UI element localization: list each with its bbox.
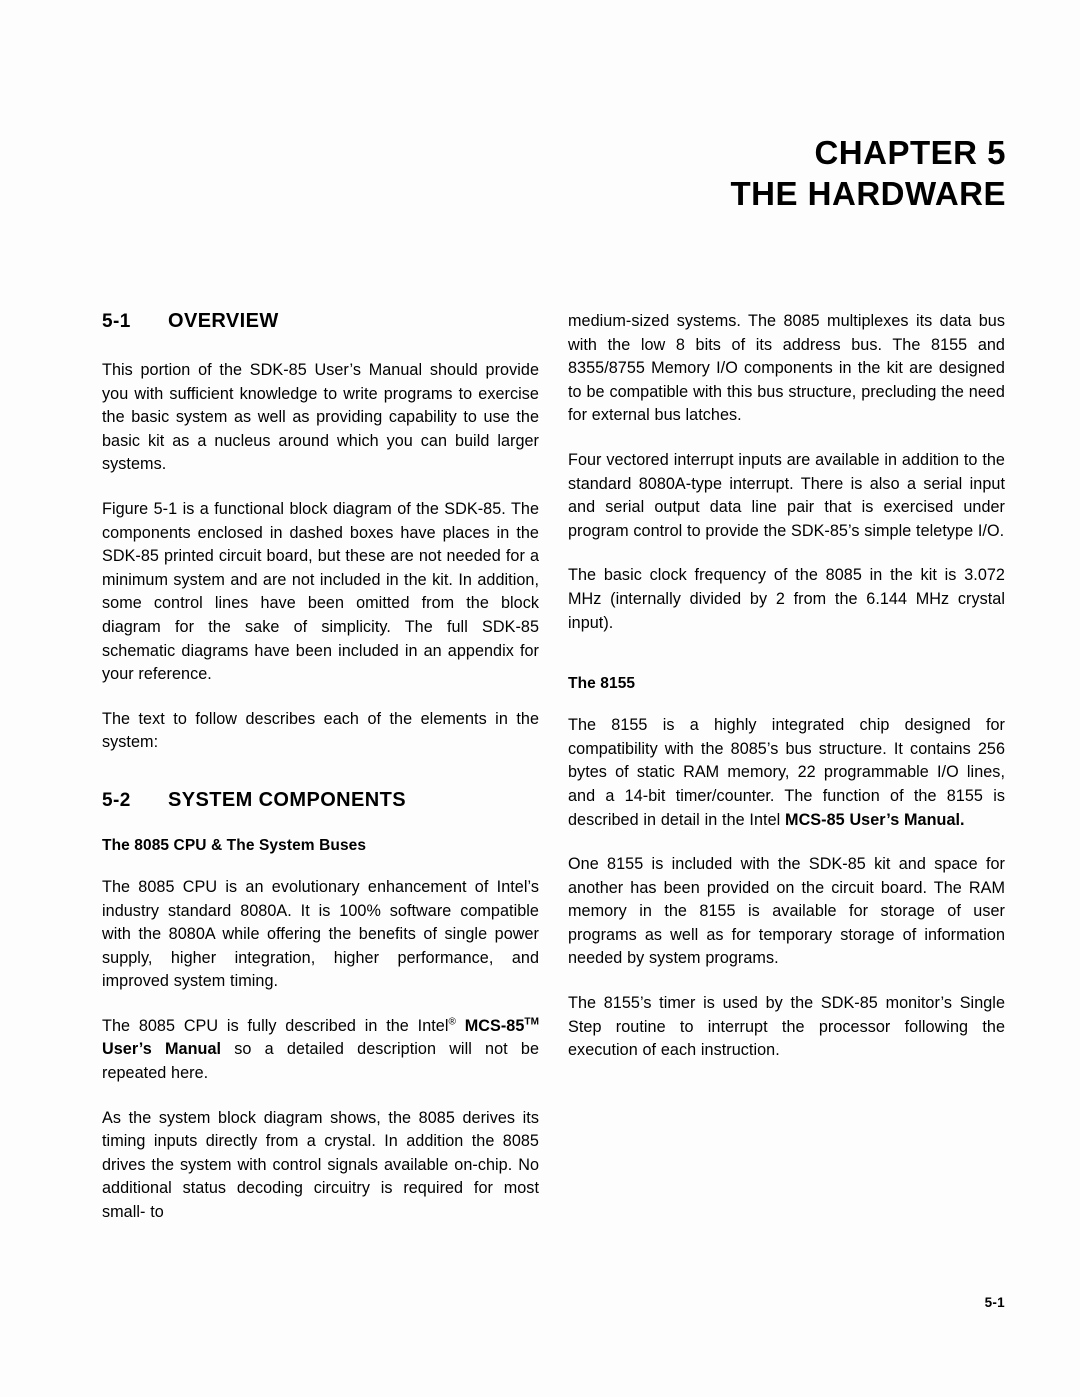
paragraph-right-4 xyxy=(568,714,1005,832)
paragraph-left-5 xyxy=(102,1015,539,1086)
paragraph-left-4: The 8085 CPU is an evolutionary enhancement of Intel’s industry standard 8080A. It is 100% software compatible with the 8080A while offering the benefits of single power supply, higher integration, higher performance, and improved system timing. xyxy=(102,877,539,991)
subheading-the-8155: The 8155 xyxy=(568,675,636,693)
spacer-before-8155-heading xyxy=(568,656,1005,674)
paragraph-left-5-text-a: The 8085 CPU is fully described in the Intel xyxy=(102,1016,449,1035)
registered-mark: ® xyxy=(448,1016,456,1028)
manual-title-mcs85-users-manual: MCS-85 User’s Manual. xyxy=(785,810,965,829)
section-number-overview: 5-1 xyxy=(102,311,131,332)
section-title-system-components: SYSTEM COMPONENTS xyxy=(168,788,406,811)
paragraph-left-2: Figure 5-1 is a functional block diagram of the SDK-85. The components enclosed in dashed boxes have places in the SDK-85 printed circuit board, but these are not needed for a minimum system and are not included in the kit. In addition, some control lines have been omitted from the block diagram for the sake of simplicity. The full SDK-85 schematic diagrams have been included in an appendix for your reference. xyxy=(102,499,539,684)
paragraph-left-5-text-b: so a detailed description will not be repeated here. xyxy=(102,1040,540,1083)
chapter-title-line2: THE HARDWARE xyxy=(730,175,1006,212)
chapter-title xyxy=(560,132,1006,214)
section-heading-system-components xyxy=(102,789,539,812)
paragraph-right-4-text: The 8155 is a highly integrated chip designed for compatibility with the 8085’s bus structure. It contains 256 bytes of static RAM memory, 22 programmable I/O lines, and a 14-bit timer/counter. The function of the 8155 is described in detail in the Intel xyxy=(568,716,1005,829)
section-title-overview: OVERVIEW xyxy=(168,310,279,332)
trademark-mark: TM xyxy=(524,1016,539,1028)
paragraph-right-6: The 8155’s timer is used by the SDK-85 monitor’s Single Step routine to interrupt the processor following the execution of each instruction. xyxy=(568,994,1005,1060)
paragraph-left-1: This portion of the SDK-85 User’s Manual should provide you with sufficient knowledge to write programs to exercise the basic system as well as providing capability to use the basic kit as a nucleus around which you can build larger systems. xyxy=(102,361,539,474)
paragraph-right-2: Four vectored interrupt inputs are available in addition to the standard 8080A-type interrupt. There is also a serial input and serial output data line pair that is exercised under program control to provide the SDK-85’s simple teletype I/O. xyxy=(568,450,1005,540)
manual-title-users-manual: User’s Manual xyxy=(102,1040,222,1059)
paragraph-left-6: As the system block diagram shows, the 8085 derives its timing inputs directly from a crystal. In addition the 8085 drives the system with control signals available on-chip. No additional status decoding circuitry is required for most small- to xyxy=(102,1108,539,1222)
left-column xyxy=(102,310,539,1225)
footer-page-number: 5-1 xyxy=(984,1295,1005,1310)
section-heading-overview xyxy=(102,310,539,333)
section-number-system-components: 5-2 xyxy=(102,789,131,811)
right-column xyxy=(568,310,1005,1063)
manual-title-mcs85: MCS-85 xyxy=(464,1016,525,1035)
paragraph-right-5: One 8155 is included with the SDK-85 kit and space for another has been provided on the circuit board. The RAM memory in the 8155 is available for storage of user programs as well as for temporary storage of information needed by system programs. xyxy=(568,855,1005,968)
subheading-cpu-buses: The 8085 CPU & The System Buses xyxy=(102,836,367,854)
paragraph-right-1: medium-sized systems. The 8085 multiplexes its data bus with the low 8 bits of its address bus. The 8155 and 8355/8755 Memory I/O components in the kit are designed to be compatible with this bus structure, precluding the need for external bus latches. xyxy=(568,312,1005,425)
paragraph-left-3: The text to follow describes each of the elements in the system: xyxy=(102,709,539,752)
chapter-title-line1: CHAPTER 5 xyxy=(814,134,1006,171)
paragraph-right-3: The basic clock frequency of the 8085 in the kit is 3.072 MHz (internally divided by 2 from the 6.144 MHz crystal input). xyxy=(568,566,1005,632)
